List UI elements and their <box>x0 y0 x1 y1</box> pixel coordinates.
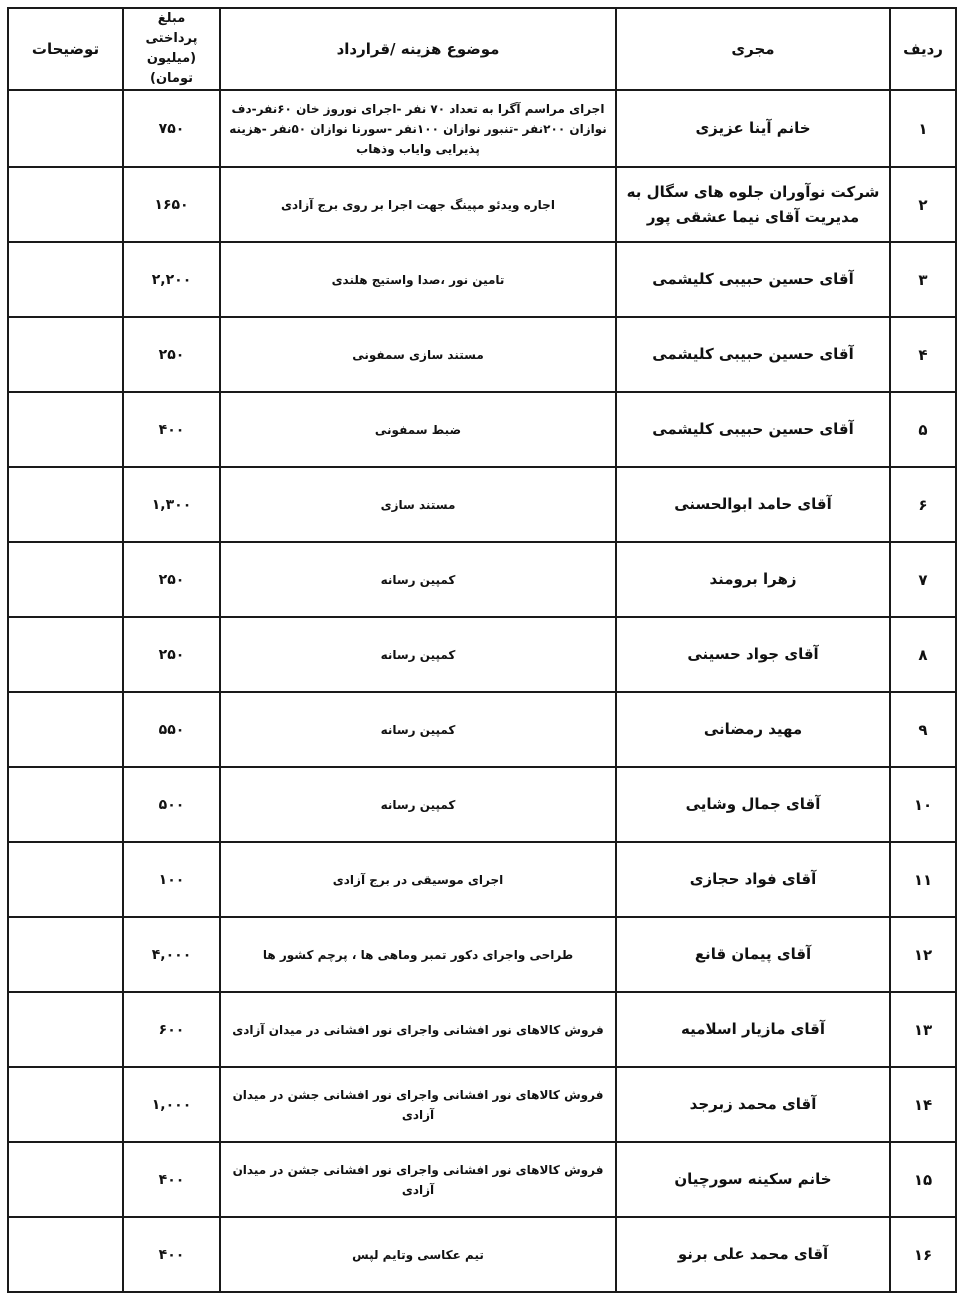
row-amount-cell: ۷۵۰ <box>123 90 220 167</box>
row-index-cell: ۹ <box>890 692 956 767</box>
header-amount-title: مبلغ پرداختی <box>145 11 198 46</box>
table-row <box>8 542 956 617</box>
table-row <box>8 842 956 917</box>
row-subject-cell: مستند سازی سمفونی <box>220 317 616 392</box>
row-executor-cell: مهید رمضانی <box>616 692 890 767</box>
row-subject-cell: فروش کالاهای نور افشانی واجرای نور افشانی جشن در میدان آزادی <box>220 1142 616 1217</box>
table-row <box>8 617 956 692</box>
row-amount-cell: ۴,۰۰۰ <box>123 917 220 992</box>
row-subject-cell: مستند سازی <box>220 467 616 542</box>
table-row <box>8 692 956 767</box>
table-row <box>8 992 956 1067</box>
row-index-cell: ۱۴ <box>890 1067 956 1142</box>
row-amount-cell: ۱۰۰ <box>123 842 220 917</box>
table-row <box>8 467 956 542</box>
row-subject-cell: کمپین رسانه <box>220 542 616 617</box>
row-notes-cell <box>8 1142 123 1217</box>
row-notes-cell <box>8 90 123 167</box>
row-amount-cell: ۴۰۰ <box>123 1142 220 1217</box>
table-row <box>8 317 956 392</box>
header-notes: توضیحات <box>8 8 123 90</box>
row-executor-cell: آقای حامد ابوالحسنی <box>616 467 890 542</box>
row-executor-cell: آقای حسین حبیبی کلیشمی <box>616 317 890 392</box>
row-amount-cell: ۲۵۰ <box>123 317 220 392</box>
row-subject-cell: اجرای موسیقی در برج آزادی <box>220 842 616 917</box>
row-index-cell: ۸ <box>890 617 956 692</box>
row-index-cell: ۱۶ <box>890 1217 956 1292</box>
row-executor-cell: خانم آینا عزیزی <box>616 90 890 167</box>
expense-sheet <box>7 7 955 1273</box>
row-index-cell: ۱۵ <box>890 1142 956 1217</box>
row-subject-cell: اجاره ویدئو مپینگ جهت اجرا بر روی برج آزادی <box>220 167 616 242</box>
table-row <box>8 1067 956 1142</box>
row-notes-cell <box>8 167 123 242</box>
table-row <box>8 167 956 242</box>
row-subject-cell: فروش کالاهای نور افشانی واجرای نور افشانی در میدان آزادی <box>220 992 616 1067</box>
row-index-cell: ۱۳ <box>890 992 956 1067</box>
header-subject: موضوع هزینه /قرارداد <box>220 8 616 90</box>
row-notes-cell <box>8 542 123 617</box>
row-subject-cell: کمپین رسانه <box>220 692 616 767</box>
row-subject-cell: ضبط سمفونی <box>220 392 616 467</box>
table-row <box>8 1217 956 1292</box>
row-executor-cell: آقای پیمان قانع <box>616 917 890 992</box>
row-executor-cell: شرکت نوآوران جلوه های سگال به مدیریت آقای نیما عشقی پور <box>616 167 890 242</box>
table-row <box>8 767 956 842</box>
row-notes-cell <box>8 692 123 767</box>
row-executor-cell: آقای جواد حسینی <box>616 617 890 692</box>
row-executor-cell: آقای محمد زبرجد <box>616 1067 890 1142</box>
row-index-cell: ۱۲ <box>890 917 956 992</box>
row-subject-cell: کمپین رسانه <box>220 767 616 842</box>
row-amount-cell: ۱,۳۰۰ <box>123 467 220 542</box>
row-executor-cell: آقای حسین حبیبی کلیشمی <box>616 242 890 317</box>
table-row <box>8 90 956 167</box>
table-row <box>8 917 956 992</box>
row-amount-cell: ۴۰۰ <box>123 392 220 467</box>
row-index-cell: ۶ <box>890 467 956 542</box>
row-index-cell: ۲ <box>890 167 956 242</box>
row-executor-cell: آقای جمال وشایی <box>616 767 890 842</box>
row-subject-cell: کمپین رسانه <box>220 617 616 692</box>
row-amount-cell: ۲,۲۰۰ <box>123 242 220 317</box>
row-index-cell: ۱۰ <box>890 767 956 842</box>
table-row <box>8 1142 956 1217</box>
row-executor-cell: آقای محمد علی برنو <box>616 1217 890 1292</box>
expense-table <box>7 7 957 1293</box>
row-notes-cell <box>8 767 123 842</box>
row-notes-cell <box>8 1067 123 1142</box>
row-amount-cell: ۱۶۵۰ <box>123 167 220 242</box>
row-notes-cell <box>8 992 123 1067</box>
row-amount-cell: ۵۰۰ <box>123 767 220 842</box>
table-row <box>8 242 956 317</box>
row-amount-cell: ۵۵۰ <box>123 692 220 767</box>
table-row <box>8 392 956 467</box>
row-subject-cell: طراحی واجرای دکور تمبر وماهی ها ، پرچم کشور ها <box>220 917 616 992</box>
row-index-cell: ۱ <box>890 90 956 167</box>
row-notes-cell <box>8 917 123 992</box>
row-notes-cell <box>8 467 123 542</box>
row-index-cell: ۷ <box>890 542 956 617</box>
row-index-cell: ۴ <box>890 317 956 392</box>
row-subject-cell: اجرای مراسم آگرا به تعداد ۷۰ نفر -اجرای نوروز خان ۶۰نفر-دف نوازان ۲۰۰نفر -تنبور نوازان ۱۰۰نفر -سورنا نوازان ۵۰نفر -هزینه پذیرایی وایاب وذهاب <box>220 90 616 167</box>
row-subject-cell: تیم عکاسی وتایم لپس <box>220 1217 616 1292</box>
row-index-cell: ۵ <box>890 392 956 467</box>
row-executor-cell: زهرا برومند <box>616 542 890 617</box>
row-notes-cell <box>8 617 123 692</box>
row-notes-cell <box>8 242 123 317</box>
row-notes-cell <box>8 842 123 917</box>
table-header <box>8 8 956 90</box>
row-amount-cell: ۴۰۰ <box>123 1217 220 1292</box>
row-notes-cell <box>8 392 123 467</box>
header-amount-unit: (میلیون تومان) <box>146 51 197 86</box>
row-executor-cell: خانم سکینه سورچیان <box>616 1142 890 1217</box>
header-row <box>8 8 956 90</box>
row-notes-cell <box>8 1217 123 1292</box>
header-executor: مجری <box>616 8 890 90</box>
row-index-cell: ۳ <box>890 242 956 317</box>
row-executor-cell: آقای مازیار اسلامیه <box>616 992 890 1067</box>
row-amount-cell: ۲۵۰ <box>123 542 220 617</box>
row-amount-cell: ۶۰۰ <box>123 992 220 1067</box>
row-notes-cell <box>8 317 123 392</box>
header-index: ردیف <box>890 8 956 90</box>
row-subject-cell: تامین نور ،صدا واستیج هلندی <box>220 242 616 317</box>
row-subject-cell: فروش کالاهای نور افشانی واجرای نور افشانی جشن در میدان آزادی <box>220 1067 616 1142</box>
table-body <box>8 90 956 1292</box>
row-amount-cell: ۱,۰۰۰ <box>123 1067 220 1142</box>
row-executor-cell: آقای حسین حبیبی کلیشمی <box>616 392 890 467</box>
header-amount <box>123 8 220 90</box>
row-executor-cell: آقای فواد حجازی <box>616 842 890 917</box>
row-index-cell: ۱۱ <box>890 842 956 917</box>
row-amount-cell: ۲۵۰ <box>123 617 220 692</box>
